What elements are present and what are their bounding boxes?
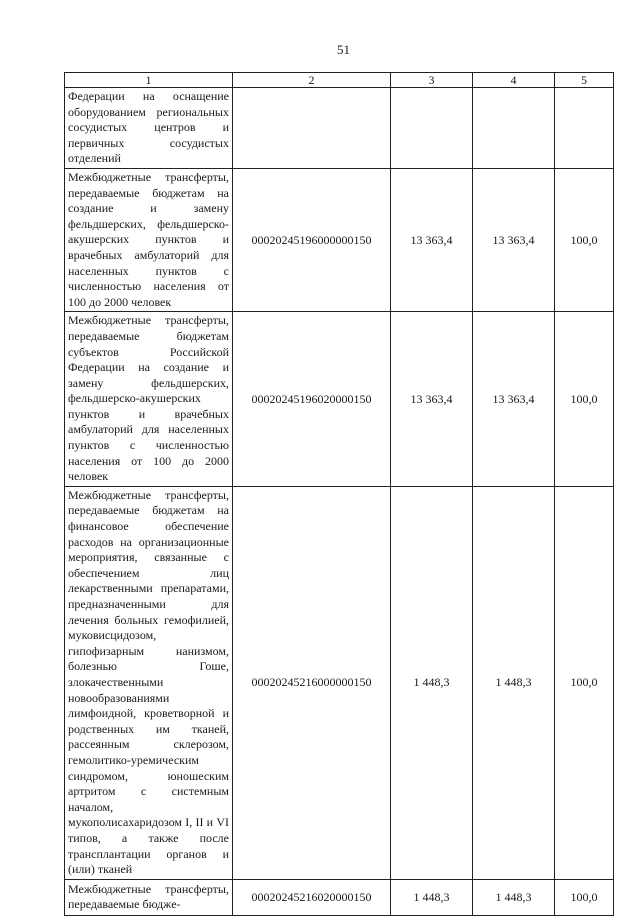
row-col3-value: 1 448,3 [391,879,473,915]
row-col3-value: 1 448,3 [391,486,473,879]
row-code: 00020245196020000150 [233,312,391,487]
row-description: Межбюджетные трансферты, передаваемые бюджетам субъектов Российской Федерации на создание и замену фельдшерских, фельдшерско-акушерских пунктов и врачебных амбулаторий для населенных пунктов с численностью населения от 100 до 2000 человек [65,312,233,487]
row-col3-value: 13 363,4 [391,168,473,311]
header-col-1: 1 [65,73,233,88]
row-description: Федерации на оснащение оборудованием региональных сосудистых центров и первичных сосудистых отделений [65,88,233,169]
row-col4-value [473,88,555,169]
row-description: Межбюджетные трансферты, передаваемые бюдже- [65,879,233,915]
header-row [65,73,614,88]
row-col3-value: 13 363,4 [391,312,473,487]
row-description: Межбюджетные трансферты, передаваемые бюджетам на финансовое обеспечение расходов на организационные мероприятия, связанные с обеспечением лиц лекарственными препаратами, предназначенными для лечения больных гемофилией, муковисцидозом, гипофизарным нанизмом, болезнью Гоше, злокачественными новообразованиями лимфоидной, кроветворной и родственных им тканей, рассеянным склерозом, гемолитико-уремическим синдромом, юношеским артритом с системным началом, мукополисахаридозом I, II и VI типов, а также после трансплантации органов и (или) тканей [65,486,233,879]
header-col-5: 5 [555,73,614,88]
budget-table [64,72,614,916]
row-col5-value: 100,0 [555,168,614,311]
header-col-4: 4 [473,73,555,88]
page-number: 51 [337,42,350,57]
row-col4-value: 1 448,3 [473,486,555,879]
header-col-3: 3 [391,73,473,88]
row-col4-value: 13 363,4 [473,168,555,311]
header-col-2: 2 [233,73,391,88]
table-row [65,312,614,487]
table-row [65,879,614,915]
table-row [65,88,614,169]
table-header [65,73,614,88]
row-code: 00020245216000000150 [233,486,391,879]
row-col5-value: 100,0 [555,879,614,915]
row-code: 00020245196000000150 [233,168,391,311]
table-body [65,88,614,916]
table-row [65,486,614,879]
row-col5-value [555,88,614,169]
row-col3-value [391,88,473,169]
row-code [233,88,391,169]
table-row [65,168,614,311]
row-col5-value: 100,0 [555,312,614,487]
row-description: Межбюджетные трансферты, передаваемые бюджетам на создание и замену фельдшерских, фельдшерско-акушерских пунктов и врачебных амбулаторий для населенных пунктов с численностью населения от 100 до 2000 человек [65,168,233,311]
row-col4-value: 13 363,4 [473,312,555,487]
row-col5-value: 100,0 [555,486,614,879]
row-code: 00020245216020000150 [233,879,391,915]
row-col4-value: 1 448,3 [473,879,555,915]
